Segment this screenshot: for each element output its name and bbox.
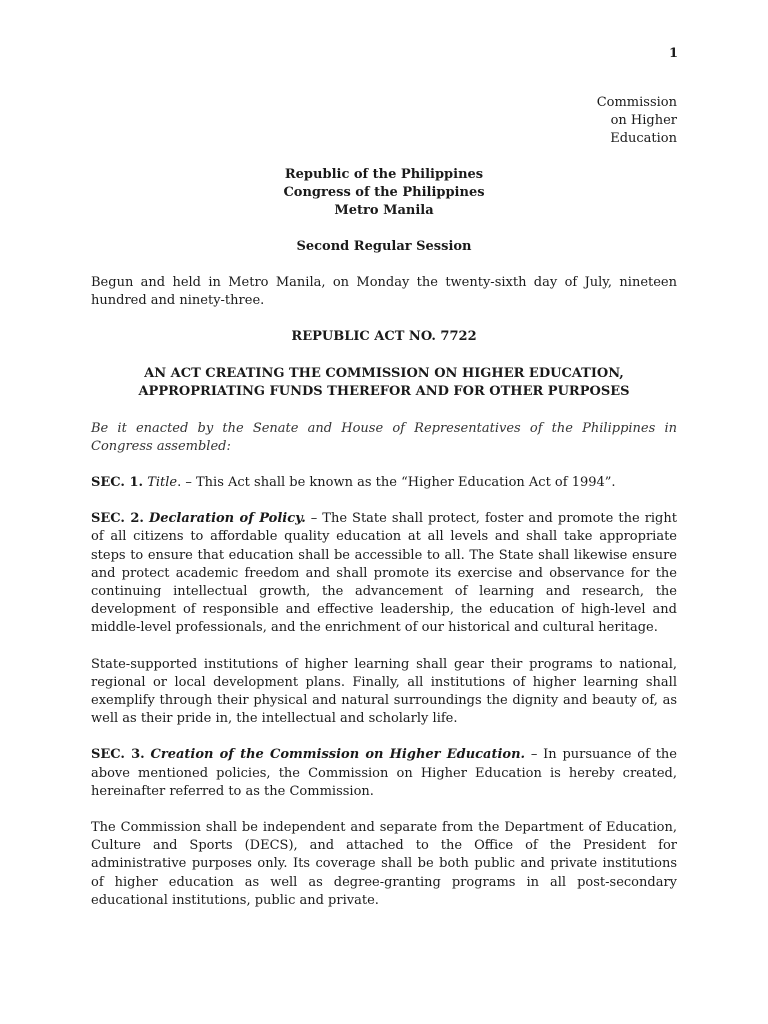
act-title: AN ACT CREATING THE COMMISSION ON HIGHER EDUCATION, APPROPRIATING FUNDS THEREFOR AND FOR OTHER PURPOSES [138,365,630,400]
page-number: 1 [668,46,678,61]
header-republic: Republic of the Philippines [284,167,484,182]
section-3 [91,746,677,801]
section-text: – In pursuance of the above mentioned policies, the Commission on Higher Education is hereby created, hereinafter referred to as the Commission. [91,747,677,799]
org-line: Education [610,131,677,146]
section-heading: Title [147,475,178,491]
republic-act-number: REPUBLIC ACT NO. 7722 [291,329,477,345]
header-city: Metro Manila [334,203,434,218]
header-congress: Congress of the Philippines [283,185,485,200]
section-text: . – This Act shall be known as the “Higher Education Act of 1994”. [177,475,616,491]
document-body [91,166,677,910]
section-label: SEC. 2. [91,511,144,527]
begun-paragraph: Begun and held in Metro Manila, on Monday the twenty-sixth day of July, nineteen hundred and ninety-three. [91,275,677,309]
section-heading: Declaration of Policy. [148,511,306,527]
org-line: on Higher [610,113,677,128]
section-heading: Creation of the Commission on Higher Education. [150,747,526,763]
document-header [91,166,677,256]
section-2 [91,510,677,637]
section-label: SEC. 3. [91,747,145,763]
section-1 [91,474,677,492]
organization-name [557,94,677,148]
header-session: Second Regular Session [296,239,472,254]
section-text: – The State shall protect, foster and promote the right of all citizens to affordable quality education at all levels and shall take appropriate steps to ensure that education shall be accessible to all. The State shall likewise ensure and protect academic freedom and shall promote its exercise and observance for the continuing intellectual growth, the advancement of learning and research, the development of responsible and effective leadership, the education of high-level and middle-level professionals, and the enrichment of our historical and cultural heritage. [91,511,677,636]
state-supported-paragraph: State-supported institutions of higher learning shall gear their programs to national, regional or local development plans. Finally, all institutions of higher learning shall exemplify through their physical and natural surroundings the dignity and beauty of, as well as their pride in, the intellectual and scholarly life. [91,656,677,727]
org-line: Commission [596,95,677,110]
enacting-clause: Be it enacted by the Senate and House of Representatives of the Philippines in Congress assembled: [91,420,677,454]
commission-paragraph: The Commission shall be independent and separate from the Department of Education, Culture and Sports (DECS), and attached to the Office of the President for administrative purposes only. Its coverage shall be both public and private institutions of higher education as well as degree-granting programs in all post-secondary educational institutions, public and private. [91,820,677,908]
section-label: SEC. 1. [91,475,144,491]
